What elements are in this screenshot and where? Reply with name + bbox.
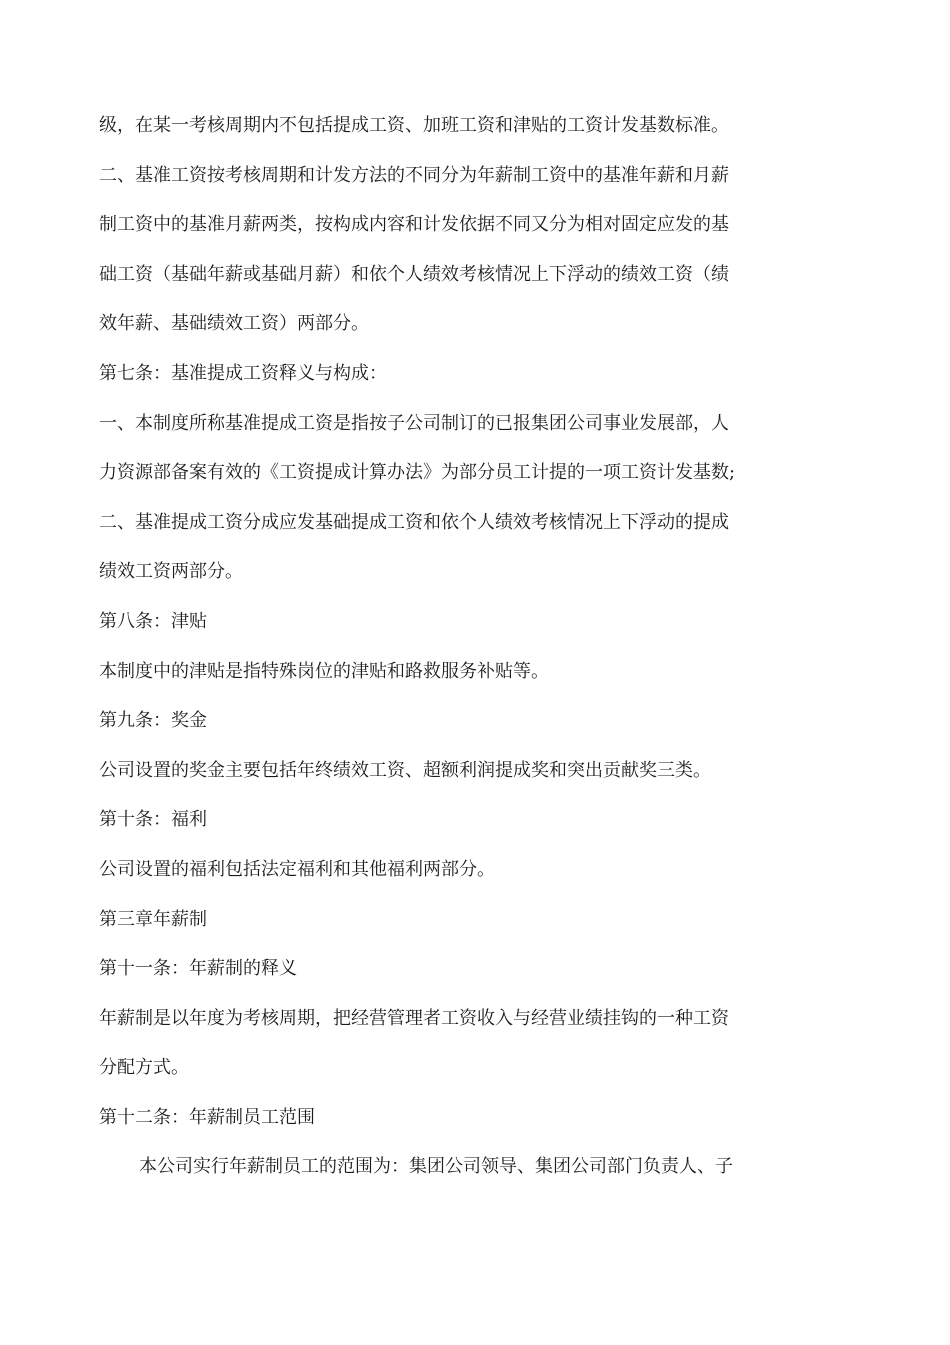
text-line-1: 级，在某一考核周期内不包括提成工资、加班工资和津贴的工资计发基数标准。 bbox=[99, 115, 729, 136]
text-line-9: 二、基准提成工资分成应发基础提成工资和依个人绩效考核情况上下浮动的提成 bbox=[99, 511, 729, 533]
text-line-20: 分配方式。 bbox=[99, 1057, 189, 1079]
article-12-heading: 第十二条：年薪制员工范围 bbox=[99, 1106, 315, 1128]
text-line-4: 础工资（基础年薪或基础月薪）和依个人绩效考核情况上下浮动的绩效工资（绩 bbox=[99, 263, 729, 285]
text-line-2: 二、基准工资按考核周期和计发方法的不同分为年薪制工资中的基准年薪和月薪 bbox=[99, 164, 729, 186]
article-9-heading: 第九条：奖金 bbox=[99, 710, 207, 732]
text-line-16: 公司设置的福利包括法定福利和其他福利两部分。 bbox=[99, 858, 495, 880]
article-11-heading: 第十一条：年薪制的释义 bbox=[99, 958, 297, 980]
text-line-22: 本公司实行年薪制员工的范围为：集团公司领导、集团公司部门负责人、子 bbox=[139, 1156, 733, 1178]
text-line-12: 本制度中的津贴是指特殊岗位的津贴和路救服务补贴等。 bbox=[99, 660, 549, 682]
text-line-14: 公司设置的奖金主要包括年终绩效工资、超额利润提成奖和突出贡献奖三类。 bbox=[99, 759, 711, 781]
text-line-8: 力资源部备案有效的《工资提成计算办法》为部分员工计提的一项工资计发基数; bbox=[99, 462, 736, 484]
article-8-heading: 第八条：津贴 bbox=[99, 610, 207, 632]
text-line-10: 绩效工资两部分。 bbox=[99, 561, 243, 583]
article-10-heading: 第十条：福利 bbox=[99, 809, 207, 831]
document-body bbox=[99, 108, 779, 1199]
text-line-5: 效年薪、基础绩效工资）两部分。 bbox=[99, 313, 369, 335]
text-line-3: 制工资中的基准月薪两类，按构成内容和计发依据不同又分为相对固定应发的基 bbox=[99, 214, 729, 236]
article-7-heading: 第七条：基准提成工资释义与构成： bbox=[99, 362, 387, 384]
chapter-3-heading: 第三章年薪制 bbox=[99, 908, 207, 930]
text-line-19: 年薪制是以年度为考核周期，把经营管理者工资收入与经营业绩挂钩的一种工资 bbox=[99, 1007, 729, 1029]
text-line-7: 一、本制度所称基准提成工资是指按子公司制订的已报集团公司事业发展部，人 bbox=[99, 412, 729, 434]
